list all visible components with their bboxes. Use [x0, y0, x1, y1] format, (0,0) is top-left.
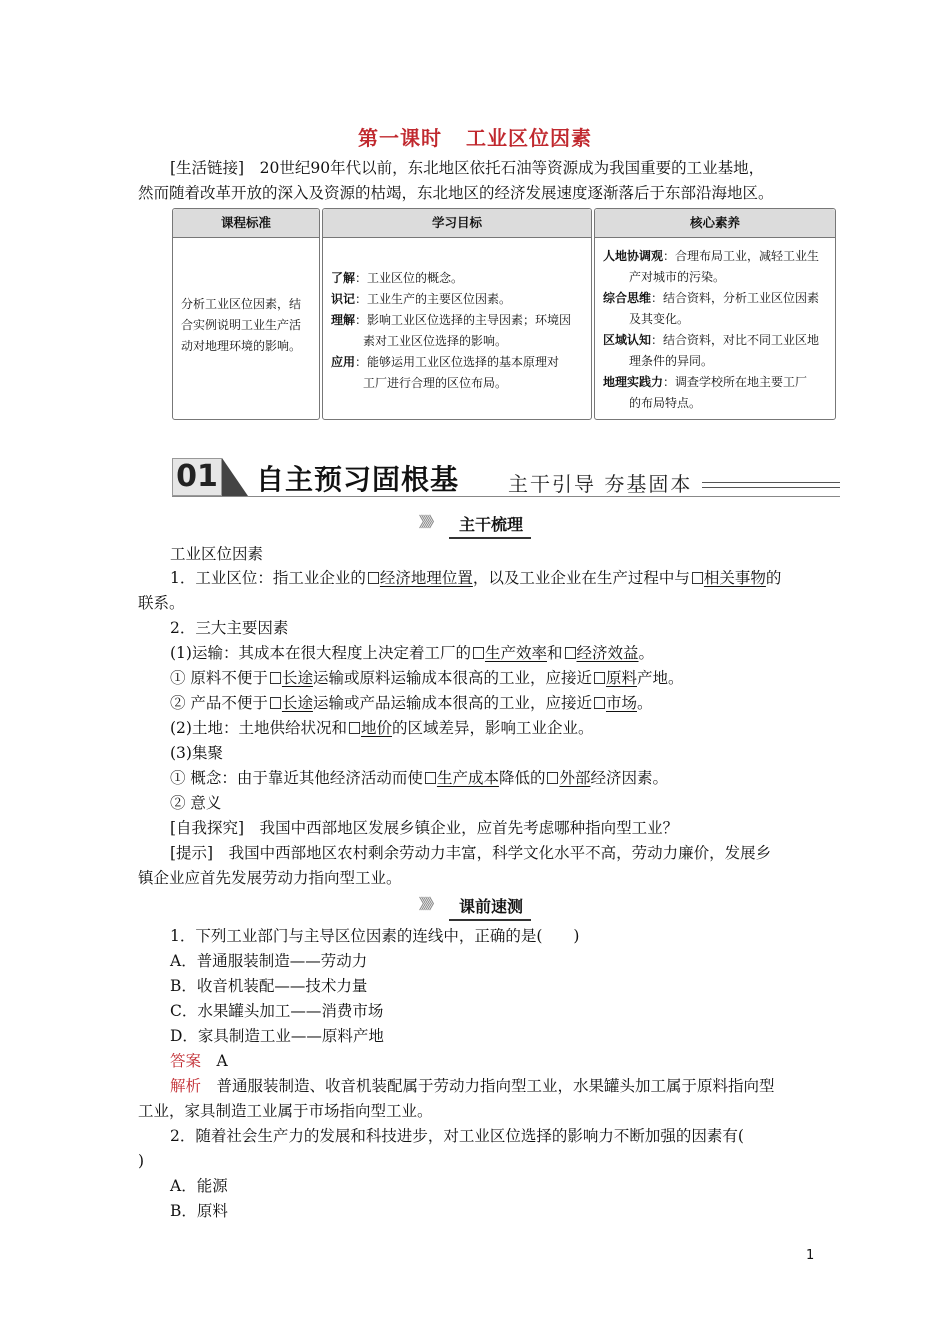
literacy-item: 地理实践力：调查学校所在地主要工厂	[603, 375, 808, 389]
section-subtitle: 主干引导 夯基固本	[508, 472, 693, 496]
quiz-question-2: 2．随着社会生产力的发展和科技进步，对工业区位选择的影响力不断加强的因素有(	[170, 1127, 744, 1145]
content-para: 1．工业区位：指工业企业的 经济地理位置，以及工业企业在生产过程中与 相关事物的	[170, 569, 782, 587]
quiz-option: A．能源	[170, 1177, 228, 1195]
content-para: 联系。	[138, 594, 185, 612]
quiz-option: C．水果罐头加工——消费市场	[170, 1002, 384, 1020]
table-column-literacy	[594, 208, 836, 420]
quiz-analysis-cont: 工业，家具制造工业属于市场指向型工业。	[138, 1102, 433, 1120]
literacy-item-cont: 及其变化。	[629, 312, 690, 326]
literacy-item-cont: 产对城市的污染。	[629, 270, 726, 284]
literacy-item-cont: 的布局特点。	[629, 396, 702, 410]
goal-item-cont: 工厂进行合理的区位布局。	[363, 376, 508, 390]
chevron-icon: 》》》	[418, 897, 438, 913]
standard-line: 合实例说明工业生产活	[181, 318, 302, 332]
objectives-table	[172, 208, 836, 420]
quiz-option: B．收音机装配——技术力量	[170, 977, 368, 995]
table-header: 课程标准	[173, 209, 319, 238]
literacy-item-cont: 理条件的异同。	[629, 354, 714, 368]
goal-item: 识记：工业生产的主要区位因素。	[331, 292, 512, 306]
content-para: ② 意义	[170, 794, 222, 812]
standard-line: 动对地理环境的影响。	[181, 339, 302, 353]
hint-line-2: 镇企业应首先发展劳动力指向型工业。	[138, 869, 402, 887]
content-heading: 工业区位因素	[170, 545, 264, 563]
quiz-option: B．原料	[170, 1202, 228, 1220]
intro-line-2: 然而随着改革开放的深入及资源的枯竭，东北地区的经济发展速度逐渐落后于东部沿海地区。	[138, 184, 774, 202]
page-title: 第一课时 工业区位因素	[358, 126, 592, 150]
hint-line-1: [提示] 我国中西部地区农村剩余劳动力丰富，科学文化水平不高，劳动力廉价，发展乡	[170, 844, 772, 862]
section-title: 自主预习固根基	[256, 463, 460, 496]
literacy-item: 人地协调观：合理布局工业，减轻工业生	[603, 249, 820, 263]
goal-item: 理解：影响工业区位选择的主导因素；环境因	[331, 313, 572, 327]
explore-question: [自我探究] 我国中西部地区发展乡镇企业，应首先考虑哪种指向型工业？	[170, 819, 679, 837]
section-banner	[172, 456, 840, 498]
goal-item: 应用：能够运用工业区位选择的基本原理对	[331, 355, 560, 369]
content-para: ① 概念：由于靠近其他经济活动而使 生产成本降低的 外部经济因素。	[170, 769, 668, 787]
content-para: (3)集聚	[170, 744, 223, 762]
quiz-option: D．家具制造工业——原料产地	[170, 1027, 384, 1045]
banner-wedge-icon	[222, 458, 248, 496]
quiz-question-2-cont: )	[138, 1152, 145, 1170]
subheading-quiz: 》》》 课前速测	[0, 894, 950, 919]
content-para: (2)土地：土地供给状况和 地价的区域差异，影响工业企业。	[170, 719, 594, 737]
content-para: ② 产品不便于 长途运输或产品运输成本很高的工业，应接近 市场。	[170, 694, 653, 712]
section-number: 01	[172, 458, 222, 496]
content-para: (1)运输：其成本在很大程度上决定着工厂的 生产效率和 经济效益。	[170, 644, 655, 662]
subheading-main: 》》》 主干梳理	[0, 512, 950, 537]
quiz-question-1: 1．下列工业部门与主导区位因素的连线中，正确的是( )	[170, 927, 580, 945]
chevron-icon: 》》》	[418, 515, 438, 531]
intro-line-1: [生活链接] 20世纪90年代以前，东北地区依托石油等资源成为我国重要的工业基地，	[170, 159, 765, 177]
literacy-item: 区域认知：结合资料，对比不同工业区地	[603, 333, 820, 347]
goal-item-cont: 素对工业区位选择的影响。	[363, 334, 508, 348]
quiz-analysis: 解析 普通服装制造、收音机装配属于劳动力指向型工业，水果罐头加工属于原料指向型	[170, 1077, 775, 1095]
page-number: 1	[806, 1248, 815, 1263]
quiz-answer: 答案 A	[170, 1052, 228, 1070]
content-para: 2．三大主要因素	[170, 619, 289, 637]
table-column-standard	[172, 208, 320, 420]
table-column-goals	[322, 208, 592, 420]
literacy-item: 综合思维：结合资料，分析工业区位因素	[603, 291, 820, 305]
standard-line: 分析工业区位因素，结	[181, 297, 302, 311]
table-header: 核心素养	[595, 209, 835, 238]
table-header: 学习目标	[323, 209, 591, 238]
content-para: ① 原料不便于 长途运输或原料运输成本很高的工业，应接近 原料产地。	[170, 669, 684, 687]
goal-item: 了解：工业区位的概念。	[331, 271, 464, 285]
quiz-option: A．普通服装制造——劳动力	[170, 952, 368, 970]
